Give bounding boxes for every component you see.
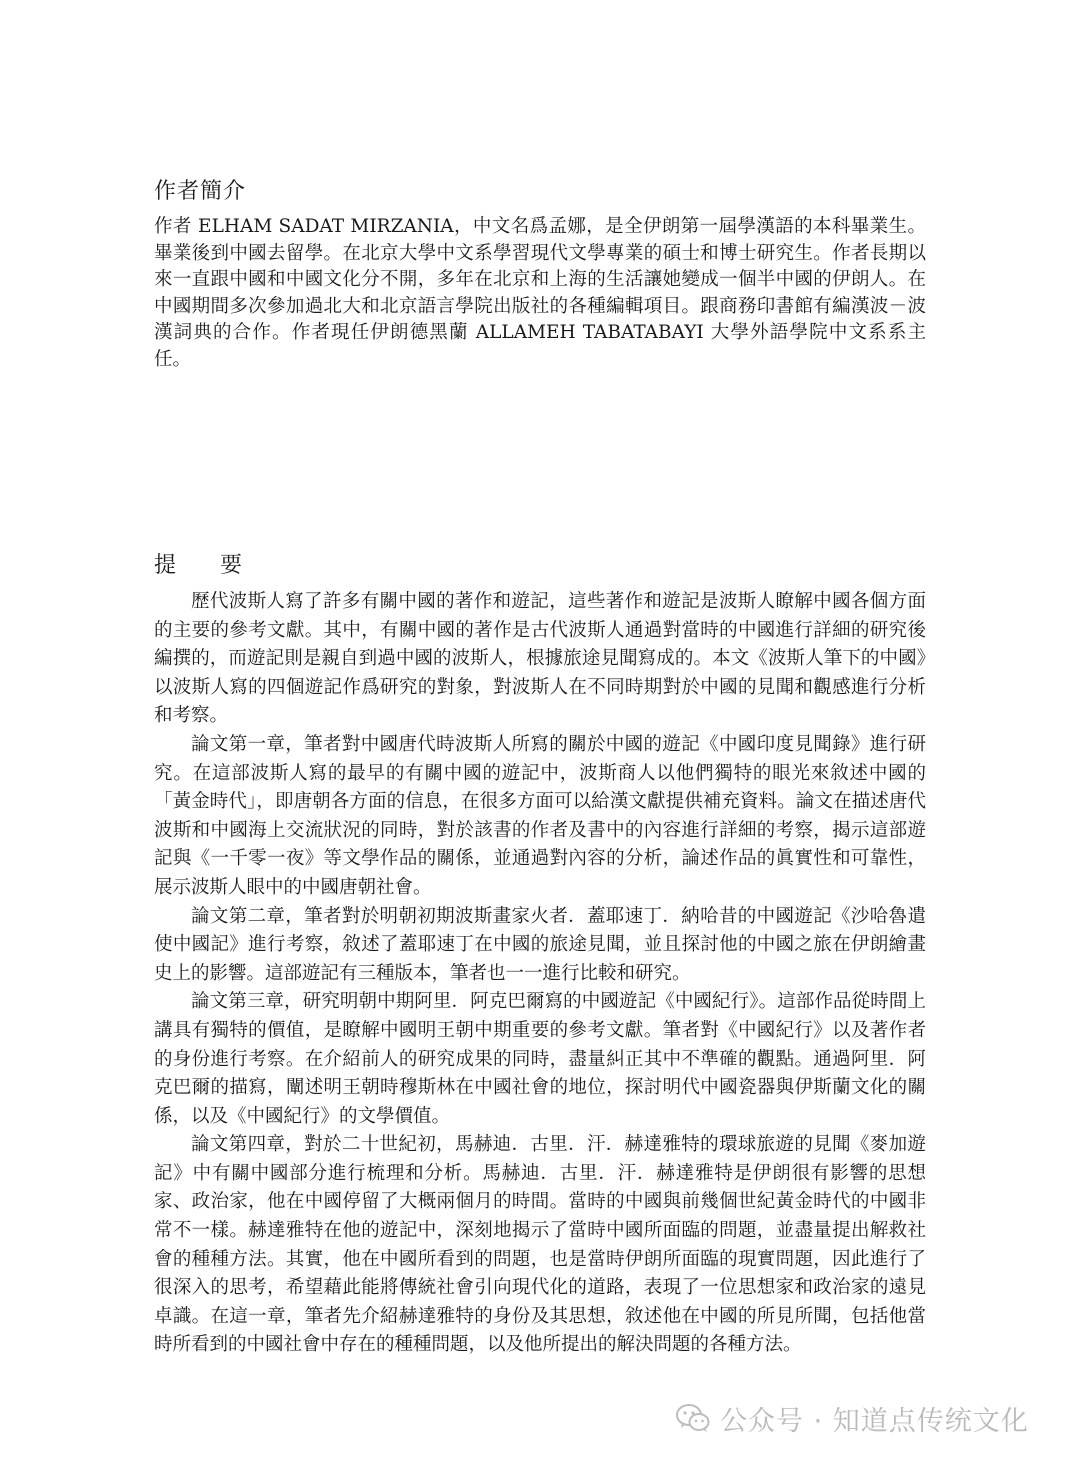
watermark <box>676 1400 1029 1436</box>
abstract-heading <box>154 552 242 580</box>
abstract-heading-right: 要 <box>220 553 243 578</box>
abstract-paragraph: 論文第三章，研究明朝中期阿里．阿克巴爾寫的中國遊記《中國紀行》。這部作品從時間上講具有獨特的價值，是瞭解中國明王朝中期重要的參考文獻。筆者對《中國紀行》以及著作者的身份進行考察。在介紹前人的研究成果的同時，盡量糾正其中不準確的觀點。通過阿里．阿克巴爾的描寫，闡述明王朝時穆斯林在中國社會的地位，探討明代中國瓷器與伊斯蘭文化的關係，以及《中國紀行》的文學價值。 <box>154 991 926 1127</box>
wechat-icon <box>676 1403 710 1433</box>
abstract-paragraph: 歷代波斯人寫了許多有關中國的著作和遊記，這些著作和遊記是波斯人瞭解中國各個方面的主要的參考文獻。其中，有關中國的著作是古代波斯人通過對當時的中國進行詳細的研究後編撰的，而遊記則是親自到過中國的波斯人，根據旅途見聞寫成的。本文《波斯人筆下的中國》以波斯人寫的四個遊記作爲研究的對象，對波斯人在不同時期對於中國的見聞和觀感進行分析和考察。 <box>154 591 926 727</box>
author-bio-text: 作者 ELHAM SADAT MIRZANIA，中文名爲孟娜，是全伊朗第一屆學漢語的本科畢業生。畢業後到中國去留學。在北京大學中文系學習現代文學專業的碩士和博士研究生。作者長期以來一直跟中國和中國文化分不開，多年在北京和上海的生活讓她變成一個半中國的伊朗人。在中國期間多次參加過北大和北京語言學院出版社的各種編輯項目。跟商務印書館有編漢波－波漢詞典的合作。作者現任伊朗德黑蘭 ALLAMEH TABATABAYI 大學外語學院中文系系主任。 <box>154 216 926 370</box>
watermark-text: 公众号 · 知道点传统文化 <box>720 1405 1029 1437</box>
abstract-paragraph: 論文第四章，對於二十世紀初，馬赫迪．古里．汗．赫達雅特的環球旅遊的見聞《麥加遊記》中有關中國部分進行梳理和分析。馬赫迪．古里．汗．赫達雅特是伊朗很有影響的思想家、政治家，他在中國停留了大概兩個月的時間。當時的中國與前幾個世紀黃金時代的中國非常不一樣。赫達雅特在他的遊記中，深刻地揭示了當時中國所面臨的問題，並盡量提出解救社會的種種方法。其實，他在中國所看到的問題，也是當時伊朗所面臨的現實問題，因此進行了很深入的思考，希望藉此能將傳統社會引向現代化的道路，表現了一位思想家和政治家的遠見卓識。在這一章，筆者先介紹赫達雅特的身份及其思想，敘述他在中國的所見所聞，包括他當時所看到的中國社會中存在的種種問題，以及他所提出的解決問題的各種方法。 <box>154 1134 926 1356</box>
abstract-paragraph: 論文第一章，筆者對中國唐代時波斯人所寫的關於中國的遊記《中國印度見聞錄》進行研究。在這部波斯人寫的最早的有關中國的遊記中，波斯商人以他們獨特的眼光來敘述中國的「黃金時代」，即唐朝各方面的信息，在很多方面可以給漢文獻提供補充資料。論文在描述唐代波斯和中國海上交流狀況的同時，對於該書的作者及書中的內容進行詳細的考察，揭示這部遊記與《一千零一夜》等文學作品的關係，並通過對內容的分析，論述作品的眞實性和可靠性，展示波斯人眼中的中國唐朝社會。 <box>154 733 926 898</box>
abstract-paragraph: 論文第二章，筆者對於明朝初期波斯畫家火者．蓋耶速丁．納哈昔的中國遊記《沙哈魯遣使中國記》進行考察，敘述了蓋耶速丁在中國的旅途見聞，並且探討他的中國之旅在伊朗繪畫史上的影響。這部遊記有三種版本，筆者也一一進行比較和研究。 <box>154 905 926 984</box>
abstract-body <box>154 588 926 1360</box>
abstract-heading-left: 提 <box>154 553 177 578</box>
author-bio-heading: 作者簡介 <box>154 179 247 204</box>
